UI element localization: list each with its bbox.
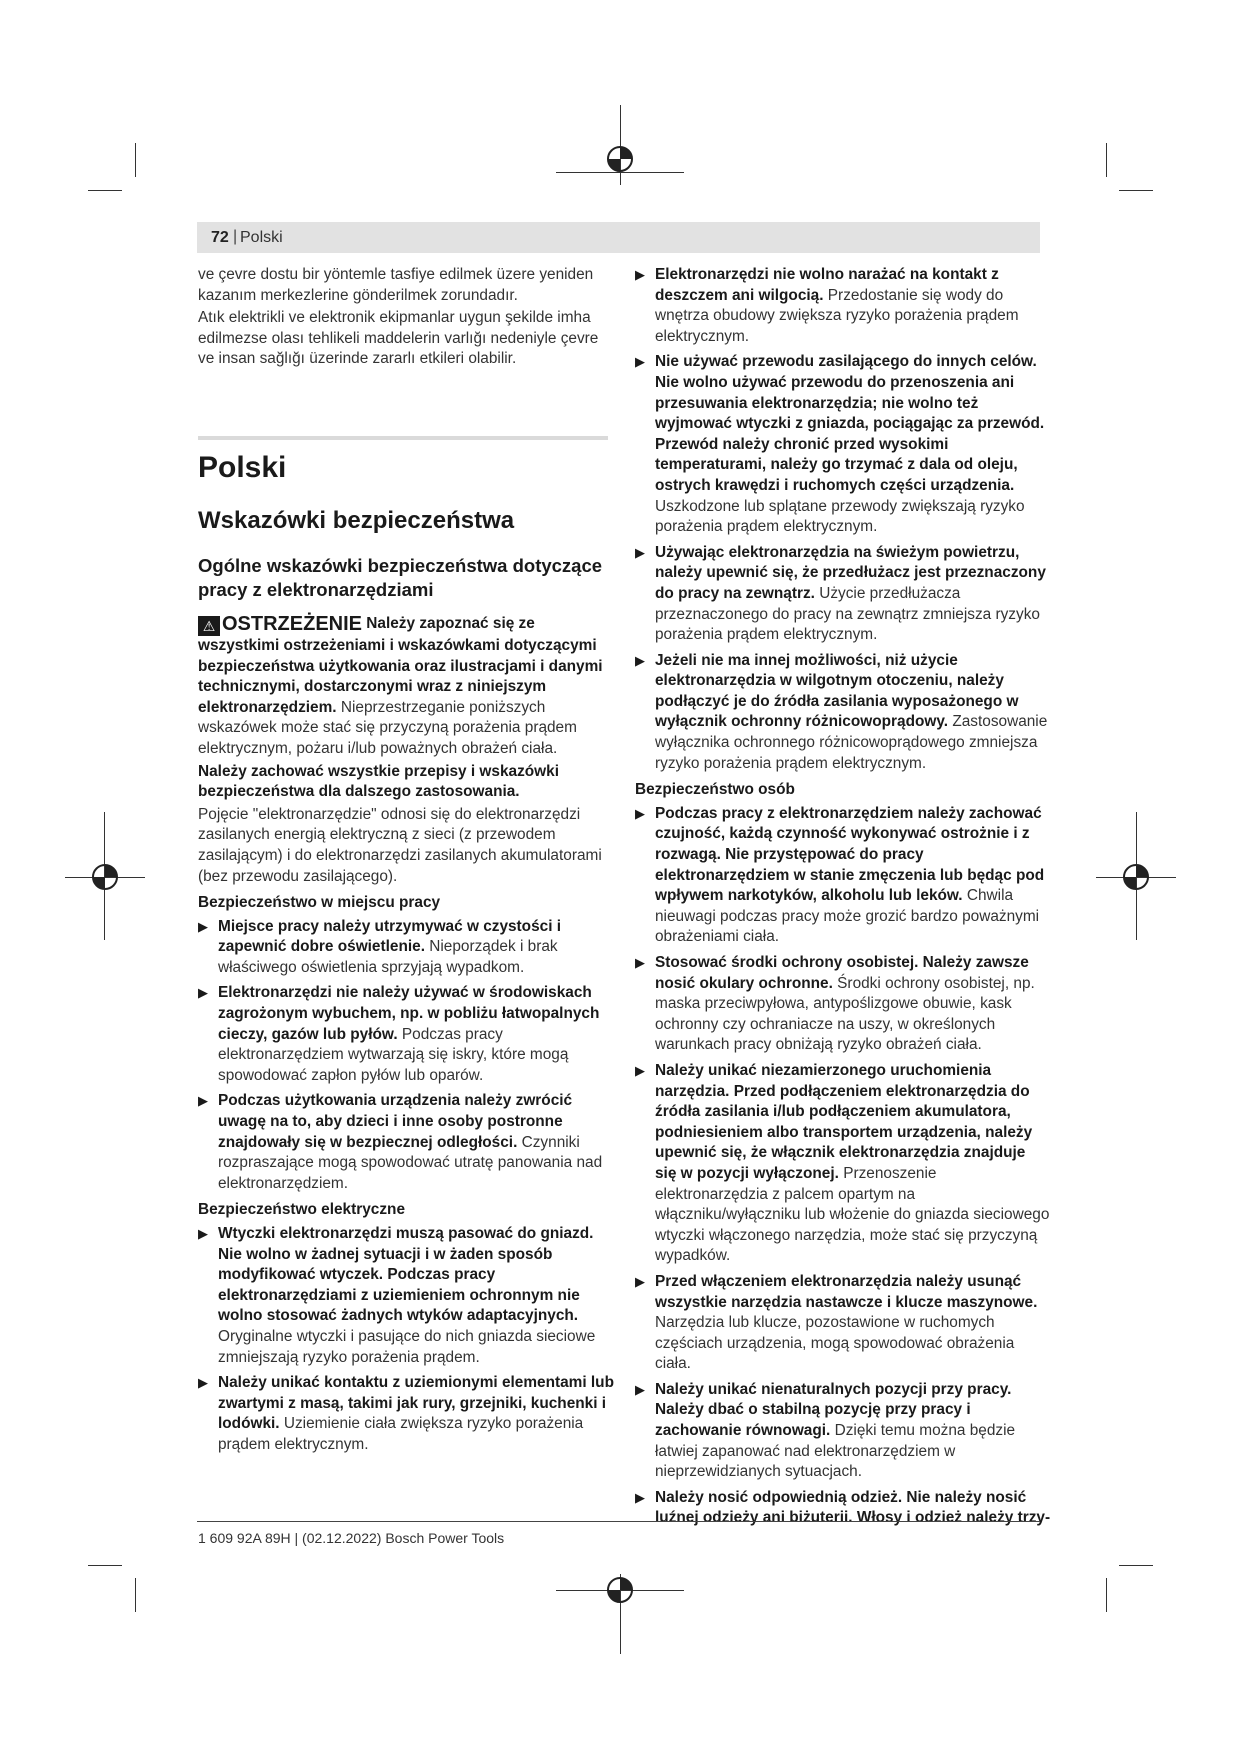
crop-mark: [1106, 1578, 1107, 1612]
bullet-arrow-icon: ▶: [198, 1093, 208, 1109]
item-bold: Używając elektronarzędzia na świeżym powietrzu, należy upewnić się, że przedłużacz jest przeznaczony do pracy na zewnątrz.: [655, 543, 1046, 602]
item-bold: Jeżeli nie ma innej możliwości, niż użycie elektronarzędzia w wilgotnym otoczeniu, należy podłączyć je do źródła zasilania wyposażonego w wyłącznik ochronny różnicowoprądowy.: [655, 651, 1019, 731]
item-bold: Nie używać przewodu zasilającego do innych celów. Nie wolno używać przewodu do przenoszenia ani przesuwania elektronarzędzia; nie wolno też wyjmować wtyczki z gniazda, pociągając za przewód. Przewód należy chronić przed wysokimi temperaturami, należy go trzymać z dala od oleju, ostrych krawędzi i ruchomych części urządzenia.: [655, 353, 1045, 494]
item-bold: Miejsce pracy należy utrzymywać w czystości i zapewnić dobre oświetlenie.: [218, 917, 562, 956]
item-bold: Należy unikać kontaktu z uziemionymi elementami lub zwartymi z masą, takimi jak rury, grzejniki, kuchenki i lodówki.: [218, 1374, 614, 1433]
item-bold: Należy unikać nienaturalnych pozycji przy pracy. Należy dbać o stabilną pozycję przy pracy i zachowanie równowagi.: [655, 1380, 1012, 1440]
subheading-personal-safety: Bezpieczeństwo osób: [635, 781, 795, 799]
page-header: [197, 222, 1040, 253]
bullet-arrow-icon: ▶: [635, 1489, 645, 1505]
item-text: Uszkodzone lub splątane przewody zwiększają ryzyko porażenia prądem elektrycznym.: [655, 497, 1025, 536]
item-text: Narzędzia lub klucze, pozostawione w ruchomych częściach urządzenia, mogą spowodować obrażenia ciała.: [655, 1314, 1015, 1373]
subheading-electrical: Bezpieczeństwo elektryczne: [198, 1201, 405, 1219]
item-text: Nieporządek i brak właściwego oświetlenia sprzyjają wypadkom.: [218, 938, 558, 976]
keep-instructions: Należy zachować wszystkie przepisy i wskazówki bezpieczeństwa dla dalszego zastosowania.: [198, 762, 559, 801]
page-number: 72: [211, 229, 229, 246]
subheading-work-area: Bezpieczeństwo w miejscu pracy: [198, 894, 441, 912]
item-text: Chwila nieuwagi podczas pracy może grozić bardzo poważnymi obrażeniami ciała.: [655, 887, 1040, 946]
warning-triangle-icon: ⚠: [198, 616, 220, 636]
section-heading: Wskazówki bezpieczeństwa: [198, 506, 515, 534]
term-definition: Pojęcie "elektronarzędzie" odnosi się do elektronarzędzi zasilanych energią elektryczną z sieci (z przewodem zasilającym) i do elektronarzędzi zasilanych akumulatorami (bez przewodu zasilającego).: [198, 805, 602, 885]
bullet-arrow-icon: ▶: [635, 652, 645, 668]
item-bold: Należy nosić odpowiednią odzież. Nie należy nosić luźnej odzieży ani biżuterii. Włosy i odzież należy trzy-: [655, 1488, 1051, 1527]
item-text: Oryginalne wtyczki i pasujące do nich gniazda sieciowe zmniejszają ryzyko porażenia prądem.: [218, 1327, 596, 1366]
warning-text: Nieprzestrzeganie poniższych wskazówek może stać się przyczyną porażenia prądem elektrycznym, pożaru i/lub poważnych obrażeń ciała.: [198, 698, 577, 757]
list-item: [635, 1061, 1051, 1267]
section-divider: [198, 436, 608, 440]
list-item: [635, 352, 1051, 537]
bullet-arrow-icon: ▶: [635, 1381, 645, 1397]
list-item: [635, 953, 1051, 1056]
registration-mark-icon: [605, 144, 635, 174]
item-bold: Podczas użytkowania urządzenia należy zwrócić uwagę na to, aby dzieci i inne osoby postronne znajdowały się w bezpiecznej odległości.: [218, 1092, 573, 1151]
page-footer: 1 609 92A 89H | (02.12.2022) Bosch Power Tools: [198, 1530, 505, 1546]
item-text: Przenoszenie elektronarzędzia z palcem opartym na włączniku/wyłączniku lub włożenie do gniazda sieciowego wtyczki włączonego narzędzia, może stać się przyczyną wypadków.: [655, 1164, 1050, 1265]
warning-paragraph: [198, 614, 614, 760]
bullet-arrow-icon: ▶: [635, 267, 645, 282]
bullet-arrow-icon: ▶: [635, 805, 645, 821]
warning-label: OSTRZEŻENIE: [222, 612, 363, 635]
crop-mark: [1119, 190, 1153, 191]
list-item: [635, 543, 1051, 646]
left-column: [198, 265, 614, 1461]
right-column: [635, 265, 1051, 1534]
item-bold: Elektronarzędzi nie wolno narażać na kontakt z deszczem ani wilgocią.: [655, 266, 999, 304]
intro-paragraph: ve çevre dostu bir yöntemle tasfiye edilmek üzere yeniden kazanım merkezlerine gönderilmek zorundadır.: [198, 266, 594, 304]
bullet-arrow-icon: ▶: [635, 955, 645, 970]
bullet-arrow-icon: ▶: [635, 354, 645, 370]
header-separator: |: [233, 228, 238, 245]
list-item: [635, 1380, 1051, 1483]
list-item: [635, 265, 1051, 347]
crop-mark: [1119, 1565, 1153, 1566]
crop-mark: [88, 190, 122, 191]
registration-mark-icon: [1121, 862, 1151, 892]
item-bold: Stosować środki ochrony osobistej. Należy zawsze nosić okulary ochronne.: [655, 954, 1029, 992]
registration-mark-icon: [605, 1575, 635, 1605]
bullet-arrow-icon: ▶: [635, 1062, 645, 1078]
crop-mark: [88, 1565, 122, 1566]
list-item: [198, 917, 614, 979]
footer-divider: [197, 1521, 1040, 1522]
list-item: [198, 983, 614, 1086]
item-text: Podczas pracy elektronarzędziem wytwarzają się iskry, które mogą spowodować zapłon pyłów lub oparów.: [218, 1025, 569, 1084]
list-item: [198, 1091, 614, 1194]
item-text: Uziemienie ciała zwiększa ryzyko porażenia prądem elektrycznym.: [218, 1415, 584, 1453]
list-item: [198, 1373, 614, 1455]
crop-mark: [1106, 143, 1107, 177]
item-bold: Elektronarzędzi nie należy używać w środowiskach zagrożonym wybuchem, np. w pobliżu łatwopalnych cieczy, gazów lub pyłów.: [218, 984, 600, 1043]
item-text: Przedostanie się wody do wnętrza obudowy zwiększa ryzyko porażenia prądem elektrycznym.: [655, 286, 1019, 345]
item-bold: Wtyczki elektronarzędzi muszą pasować do gniazd. Nie wolno w żadnej sytuacji i w żaden sposób modyfikować wtyczek. Podczas pracy elektronarzędziami z uziemieniem ochronnym nie wolno stosować żadnych wtyków adaptacyjnych.: [218, 1225, 594, 1325]
bullet-arrow-icon: ▶: [198, 985, 208, 1001]
item-text: Użycie przedłużacza przeznaczonego do pracy na zewnątrz zmniejsza ryzyko porażenia prądem elektrycznym.: [655, 584, 1040, 644]
list-item: [635, 1488, 1051, 1529]
list-item: [198, 1224, 614, 1368]
list-item: [635, 651, 1051, 775]
item-bold: Podczas pracy z elektronarzędziem należy zachować czujność, każdą czynność wykonywać ostrożnie i z rozwagą. Nie przystępować do pracy elektronarzędziem w stanie zmęczenia lub będąc pod wpływem narkotyków, alkoholu lub leków.: [655, 804, 1045, 905]
bullet-arrow-icon: ▶: [198, 1226, 208, 1241]
crop-mark: [135, 1578, 136, 1612]
bullet-arrow-icon: ▶: [635, 1273, 645, 1289]
crop-mark: [135, 143, 136, 177]
header-language: Polski: [240, 229, 283, 246]
item-bold: Należy unikać niezamierzonego uruchomienia narzędzia. Przed podłączeniem elektronarzędzia do źródła zasilania i/lub podłączeniem akumulatora, podniesieniem albo transportem urządzenia, należy upewnić się, że włącznik elektronarzędzia znajduje się w pozycji wyłączonej.: [655, 1061, 1033, 1182]
registration-mark-icon: [90, 862, 120, 892]
warning-bold-text: Należy zapoznać się ze wszystkimi ostrzeżeniami i wskazówkami dotyczącymi bezpieczeństwa użytkowania oraz ilustracjami i danymi technicznymi, dostarczonymi wraz z niniejszym elektronarzędziem.: [198, 614, 603, 716]
item-text: Czynniki rozpraszające mogą spowodować utratę panowania nad elektronarzędziem.: [218, 1133, 603, 1192]
bullet-arrow-icon: ▶: [198, 918, 208, 934]
item-bold: Przed włączeniem elektronarzędzia należy usunąć wszystkie narzędzia nastawcze i klucze maszynowe.: [655, 1272, 1038, 1311]
item-text: Zastosowanie wyłącznika ochronnego różnicowoprądowego zmniejsza ryzyko porażenia prądem elektrycznym.: [655, 713, 1048, 772]
list-item: [635, 1272, 1051, 1375]
language-title: Polski: [198, 450, 287, 484]
item-text: Dzięki temu można będzie łatwiej zapanować nad elektronarzędziem w nieprzewidzianych sytuacjach.: [655, 1422, 1016, 1481]
bullet-arrow-icon: ▶: [635, 544, 645, 560]
intro-paragraph: Atık elektrikli ve elektronik ekipmanlar uygun şekilde imha edilmezse olası tehlikeli maddelerin varlığı nedeniyle çevre ve insan sağlığı üzerinde zararlı etkileri olabilir.: [198, 309, 599, 368]
bullet-arrow-icon: ▶: [198, 1375, 208, 1391]
list-item: [635, 804, 1051, 948]
subsection-heading: Ogólne wskazówki bezpieczeństwa dotyczące pracy z elektronarzędziami: [198, 554, 603, 600]
item-text: Środki ochrony osobistej, np. maska przeciwpyłowa, antypoślizgowe obuwie, kask ochronny czy ochraniacze na uszy, w określonych warunkach pracy obniżają ryzyko obrażeń ciała.: [655, 974, 1035, 1054]
